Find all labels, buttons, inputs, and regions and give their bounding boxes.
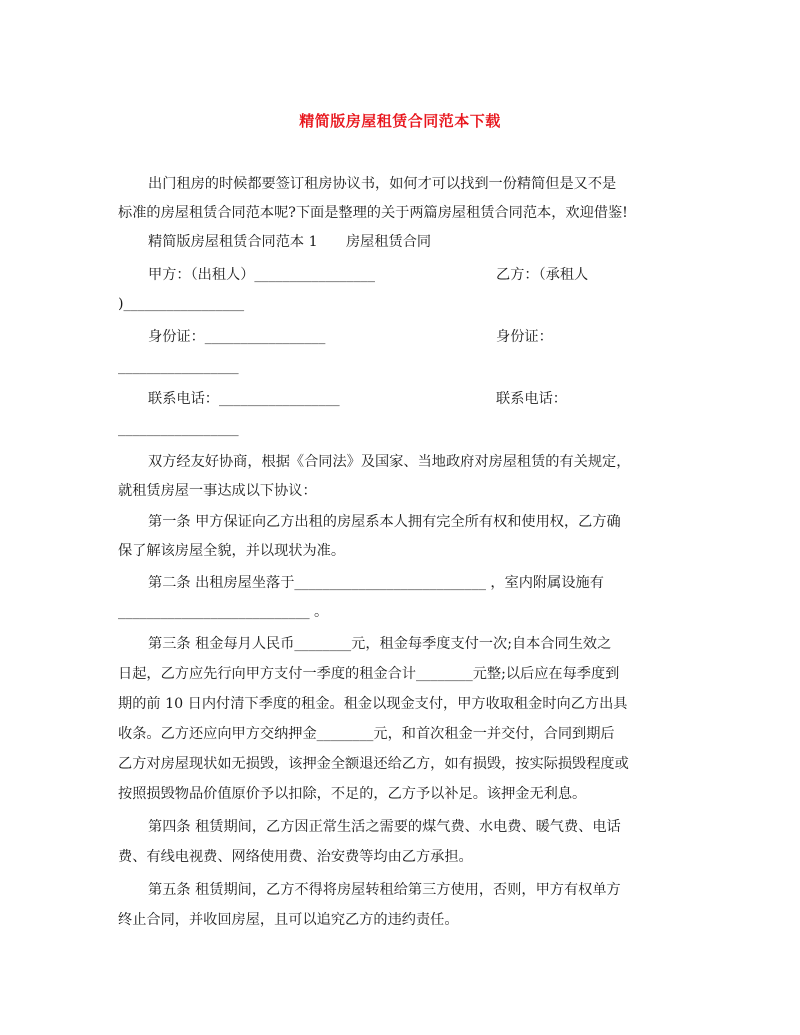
intro-line-2: 标准的房屋租赁合同范本呢?下面是整理的关于两篇房屋租赁合同范本，欢迎借鉴! (118, 205, 628, 221)
intro-line-1: 出门租房的时候都要签订租房协议书，如何才可以找到一份精简但是又不是 (148, 176, 617, 192)
party-b-blank: )_________________ (118, 296, 245, 312)
id-b-field: 身份证： (496, 329, 553, 345)
phone-b-blank: _________________ (118, 421, 239, 437)
article-2-line-2: ___________________________ 。 (118, 604, 329, 620)
id-a-field: 身份证：_________________ (148, 329, 326, 345)
preamble-line-1: 双方经友好协商，根据《合同法》及国家、当地政府对房屋租赁的有关规定， (148, 454, 631, 470)
article-4-line-2: 费、有线电视费、网络使用费、治安费等均由乙方承担。 (118, 849, 473, 865)
article-3-line-5: 乙方对房屋现状如无损毁，该押金全额退还给乙方，如有损毁，按实际损毁程度或 (118, 756, 629, 772)
article-3-line-4: 收条。乙方还应向甲方交纳押金________元，和首次租金一并交付，合同到期后 (118, 726, 615, 742)
party-b-field: 乙方：（承租人 (496, 267, 589, 283)
article-5-line-2: 终止合同，并收回房屋，且可以追究乙方的违约责任。 (118, 912, 459, 928)
article-5-line-1: 第五条 租赁期间，乙方不得将房屋转租给第三方使用，否则，甲方有权单方 (148, 882, 621, 898)
article-3-line-3: 期的前 10 日内付清下季度的租金。租金以现金支付，甲方收取租金时向乙方出具 (118, 696, 628, 712)
article-1-line-2: 保了解该房屋全貌，并以现状为准。 (118, 543, 346, 559)
phone-a-field: 联系电话：_________________ (148, 391, 340, 407)
id-b-blank: _________________ (118, 359, 239, 375)
article-1-line-1: 第一条 甲方保证向乙方出租的房屋系本人拥有完全所有权和使用权，乙方确 (148, 514, 621, 530)
party-a-field: 甲方：（出租人）_________________ (148, 267, 375, 283)
preamble-line-2: 就租赁房屋一事达成以下协议： (118, 483, 317, 499)
article-3-line-1: 第三条 租金每月人民币________元，租金每季度支付一次;自本合同生效之 (148, 636, 612, 652)
article-2-line-1: 第二条 出租房屋坐落于___________________________ ，室内附属设施有 (148, 575, 604, 591)
article-4-line-1: 第四条 租赁期间，乙方因正常生活之需要的煤气费、水电费、暖气费、电话 (148, 819, 621, 835)
phone-b-field: 联系电话： (496, 391, 567, 407)
article-3-line-6: 按照损毁物品价值原价予以扣除，不足的，乙方予以补足。该押金无利息。 (118, 786, 587, 802)
sample-heading: 精简版房屋租赁合同范本 1 房屋租赁合同 (148, 234, 432, 250)
article-3-line-2: 日起，乙方应先行向甲方支付一季度的租金合计________元整;以后应在每季度到 (118, 666, 620, 682)
document-title: 精简版房屋租赁合同范本下载 (299, 112, 501, 130)
